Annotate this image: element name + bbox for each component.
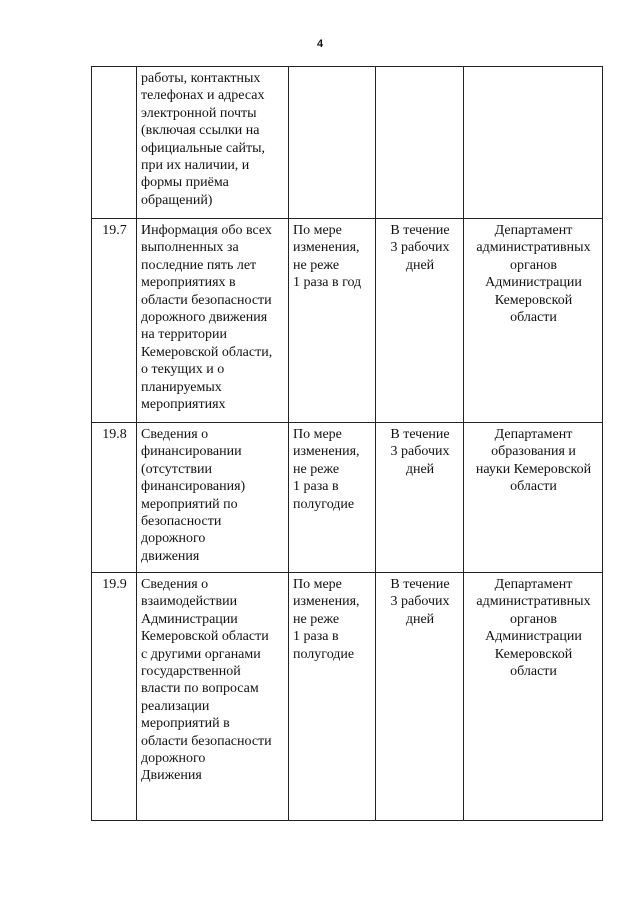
update-frequency <box>289 67 376 219</box>
table-row <box>92 219 603 423</box>
text-line: последние пять лет <box>141 257 257 273</box>
text-line: обращений) <box>141 192 213 208</box>
info-description <box>137 67 289 219</box>
text-line: (отсутствии <box>141 461 213 477</box>
text-line: полугодие <box>293 496 355 512</box>
text-line: при их наличии, и <box>141 158 250 174</box>
item-number <box>92 67 137 219</box>
text-line: мероприятий по <box>141 496 238 512</box>
text-line: Администрации <box>141 611 238 627</box>
text-line: планируемых <box>141 379 222 395</box>
item-number: 19.9 <box>92 573 137 821</box>
text-line: По мере <box>293 577 342 592</box>
table-row <box>92 423 603 573</box>
text-line: дней <box>405 461 435 477</box>
item-number: 19.7 <box>92 219 137 423</box>
text-line: По мере <box>293 223 342 238</box>
text-line: В течение <box>390 427 450 442</box>
publication-term <box>376 219 464 423</box>
text-line: В течение <box>390 223 450 238</box>
text-line: области безопасности <box>141 292 272 308</box>
page-number: 4 <box>316 38 324 50</box>
text-line: государственной <box>141 664 241 680</box>
text-line: официальные сайты, <box>141 140 265 156</box>
responsible-department <box>464 67 603 219</box>
text-line: выполненных за <box>141 240 239 256</box>
info-description <box>137 423 289 573</box>
text-line: Департамент <box>494 427 573 442</box>
responsible-department <box>464 573 603 821</box>
responsible-department <box>464 423 603 573</box>
text-line: административных <box>476 594 591 610</box>
text-line: области <box>510 310 557 326</box>
publication-term <box>376 423 464 573</box>
text-line: Сведения о <box>141 427 209 442</box>
publication-term <box>376 67 464 219</box>
text-line: безопасности <box>141 514 222 530</box>
text-line: Кемеровской области, <box>141 344 273 360</box>
text-line: В течение <box>390 577 450 592</box>
text-line: Движения <box>141 768 202 784</box>
text-line: Сведения о <box>141 577 209 592</box>
text-line: области <box>510 479 557 495</box>
table-row <box>92 573 603 821</box>
text-line: изменения, <box>293 240 360 256</box>
info-description <box>137 573 289 821</box>
text-line: мероприятиях <box>141 397 226 413</box>
text-line: По мере <box>293 427 342 442</box>
text-line: Кемеровской <box>494 292 573 308</box>
text-line: дней <box>405 257 435 273</box>
text-line: органов <box>509 611 558 627</box>
text-line: 3 рабочих <box>390 594 450 610</box>
update-frequency <box>289 219 376 423</box>
text-line: дорожного движения <box>141 310 268 326</box>
update-frequency <box>289 573 376 821</box>
text-line: 1 раза в год <box>293 275 362 291</box>
item-number: 19.8 <box>92 423 137 573</box>
text-line: области <box>510 664 557 680</box>
text-line: формы приёма <box>141 175 229 191</box>
text-line: Кемеровской <box>494 646 573 662</box>
text-line: о текущих и о <box>141 362 225 378</box>
text-line: изменения, <box>293 444 360 460</box>
text-line: Администрации <box>485 629 582 645</box>
text-line: органов <box>509 257 558 273</box>
text-line: работы, контактных <box>141 71 261 86</box>
text-line: административных <box>476 240 591 256</box>
text-line: 3 рабочих <box>390 444 450 460</box>
text-line: 3 рабочих <box>390 240 450 256</box>
text-line: образования и <box>491 444 576 460</box>
text-line: дорожного <box>141 531 206 547</box>
text-line: мероприятий в <box>141 716 230 732</box>
text-line: на территории <box>141 327 227 343</box>
text-line: изменения, <box>293 594 360 610</box>
text-line: не реже <box>293 257 340 273</box>
text-line: Департамент <box>494 577 573 592</box>
text-line: Информация обо всех <box>141 223 272 238</box>
text-line: (включая ссылки на <box>141 123 260 139</box>
text-line: дней <box>405 611 435 627</box>
text-line: телефонах и адресах <box>141 88 265 104</box>
responsible-department <box>464 219 603 423</box>
text-line: реализации <box>141 698 210 714</box>
text-line: мероприятиях в <box>141 275 236 291</box>
info-description <box>137 219 289 423</box>
text-line: финансирования) <box>141 479 246 495</box>
text-line: полугодие <box>293 646 355 662</box>
update-frequency <box>289 423 376 573</box>
text-line: Администрации <box>485 275 582 291</box>
text-line: взаимодействии <box>141 594 238 610</box>
text-line: области безопасности <box>141 733 272 749</box>
text-line: движения <box>141 548 200 564</box>
text-line: Кемеровской области <box>141 629 269 645</box>
info-table <box>91 66 603 821</box>
text-line: не реже <box>293 611 340 627</box>
text-line: дорожного <box>141 751 206 767</box>
text-line: электронной почты <box>141 105 257 121</box>
text-line: 1 раза в <box>293 629 339 645</box>
publication-term <box>376 573 464 821</box>
text-line: с другими органами <box>141 646 261 662</box>
text-line: науки Кемеровской <box>475 461 592 477</box>
text-line: финансировании <box>141 444 242 460</box>
text-line: 1 раза в <box>293 479 339 495</box>
text-line: власти по вопросам <box>141 681 259 697</box>
text-line: Департамент <box>494 223 573 238</box>
text-line: не реже <box>293 461 340 477</box>
table-row <box>92 67 603 219</box>
